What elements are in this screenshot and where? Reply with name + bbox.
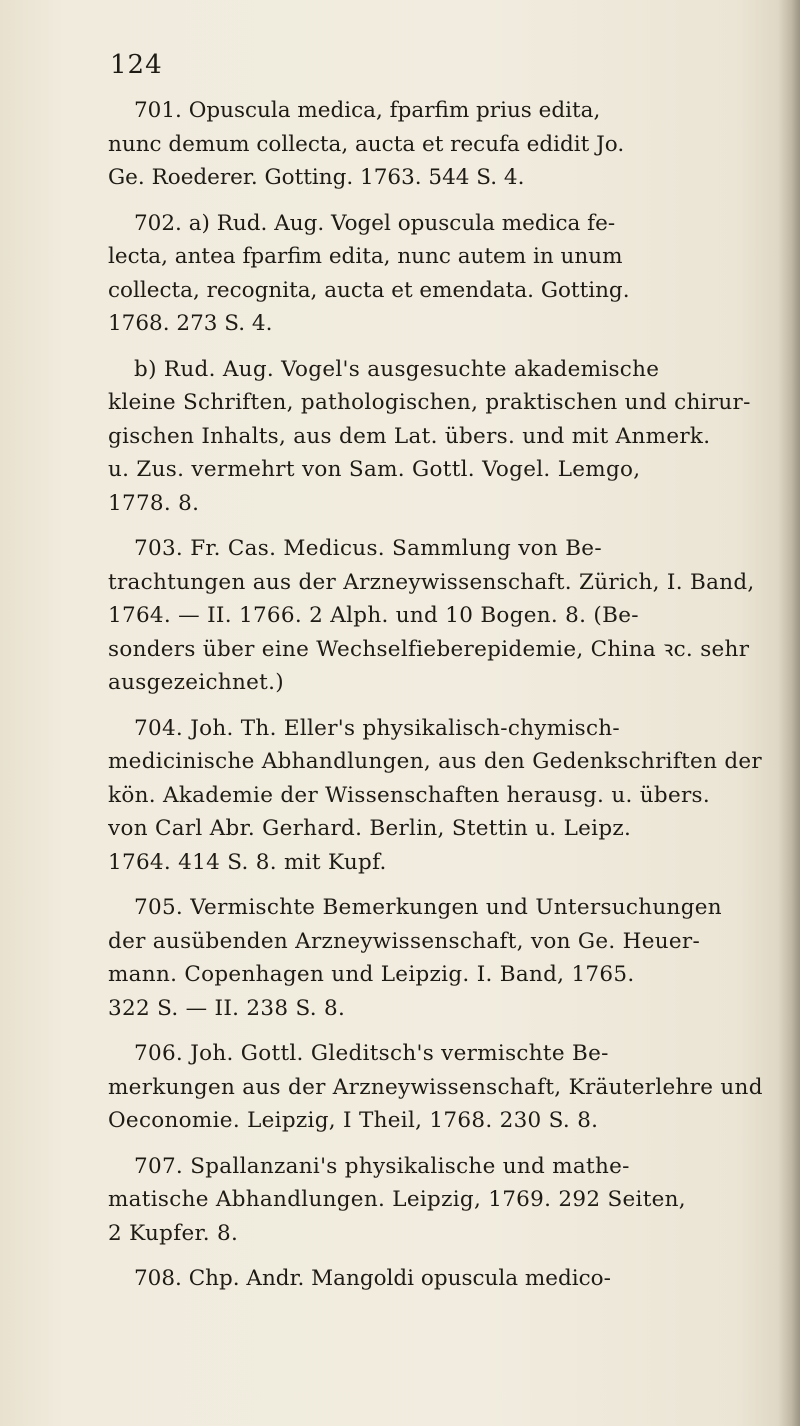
entry-line: merkungen aus der Arzneywissenschaft, Kräuterlehre und	[108, 1074, 763, 1100]
entry-line: 703. Fr. Cas. Medicus. Sammlung von Be-	[134, 536, 602, 561]
entry-line: mann. Copenhagen und Leipzig. I. Band, 1765.	[108, 962, 635, 987]
entry-line: der ausübenden Arzneywissenschaft, von Ge. Heuer-	[108, 928, 701, 954]
entry-line: sonders über eine Wechselfieberepidemie, China ꝛc. sehr	[108, 636, 750, 662]
entry-line: trachtungen aus der Arzneywissenschaft. Zürich, I. Band,	[108, 569, 755, 595]
entry-line: ausgezeichnet.)	[108, 670, 284, 695]
entry-line: 705. Vermischte Bemerkungen und Untersuchungen	[134, 895, 722, 920]
entry-703	[108, 532, 763, 700]
entry-line: 2 Kupfer. 8.	[108, 1220, 239, 1246]
entry-line: kleine Schriften, pathologischen, praktischen und chirur-	[108, 390, 751, 415]
entry-line: nunc demum collecta, aucta et recufa edidit Jo.	[108, 131, 625, 157]
entry-line: von Carl Abr. Gerhard. Berlin, Stettin u. Leipz.	[108, 816, 632, 841]
bibliography-list	[108, 94, 763, 1308]
entry-line: 702. a) Rud. Aug. Vogel opuscula medica fe-	[134, 210, 616, 236]
entry-line: collecta, recognita, aucta et emendata. Gotting.	[108, 277, 630, 303]
entry-line: gischen Inhalts, aus dem Lat. übers. und mit Anmerk.	[108, 423, 711, 449]
entry-702a	[108, 207, 763, 341]
entry-702b	[108, 353, 763, 521]
entry-line: 701. Opuscula medica, fparfim prius edita,	[134, 98, 601, 123]
entry-line: 708. Chp. Andr. Mangoldi opuscula medico-	[134, 1266, 611, 1291]
entry-line: 707. Spallanzani's physikalische und mathe-	[134, 1153, 630, 1179]
page-number: 124	[110, 50, 163, 80]
entry-line: u. Zus. vermehrt von Sam. Gottl. Vogel. Lemgo,	[108, 457, 641, 482]
entry-704	[108, 712, 763, 880]
entry-line: 706. Joh. Gottl. Gleditsch's vermischte Be-	[134, 1041, 609, 1066]
entry-706	[108, 1037, 763, 1138]
entry-line: 1768. 273 S. 4.	[108, 311, 273, 336]
entry-line: 322 S. — II. 238 S. 8.	[108, 995, 346, 1021]
entry-line: Oeconomie. Leipzig, I Theil, 1768. 230 S. 8.	[108, 1108, 599, 1133]
entry-line: 1778. 8.	[108, 490, 200, 516]
entry-708	[108, 1262, 763, 1296]
entry-707	[108, 1150, 763, 1251]
entry-line: lecta, antea fparfim edita, nunc autem in unum	[108, 244, 623, 269]
entry-line: 1764. — II. 1766. 2 Alph. und 10 Bogen. 8. (Be-	[108, 603, 639, 628]
entry-line: medicinische Abhandlungen, aus den Gedenkschriften der	[108, 749, 763, 774]
entry-line: 1764. 414 S. 8. mit Kupf.	[108, 849, 387, 875]
entry-line: Ge. Roederer. Gotting. 1763. 544 S. 4.	[108, 165, 525, 190]
entry-line: matische Abhandlungen. Leipzig, 1769. 292 Seiten,	[108, 1187, 686, 1212]
entry-line: 704. Joh. Th. Eller's physikalisch-chymisch-	[134, 715, 620, 741]
entry-705	[108, 891, 763, 1025]
entry-line: b) Rud. Aug. Vogel's ausgesuchte akademische	[134, 356, 660, 382]
entry-701	[108, 94, 763, 195]
entry-line: kön. Akademie der Wissenschaften herausg. u. übers.	[108, 782, 711, 808]
page-edge-shadow	[778, 0, 800, 1426]
